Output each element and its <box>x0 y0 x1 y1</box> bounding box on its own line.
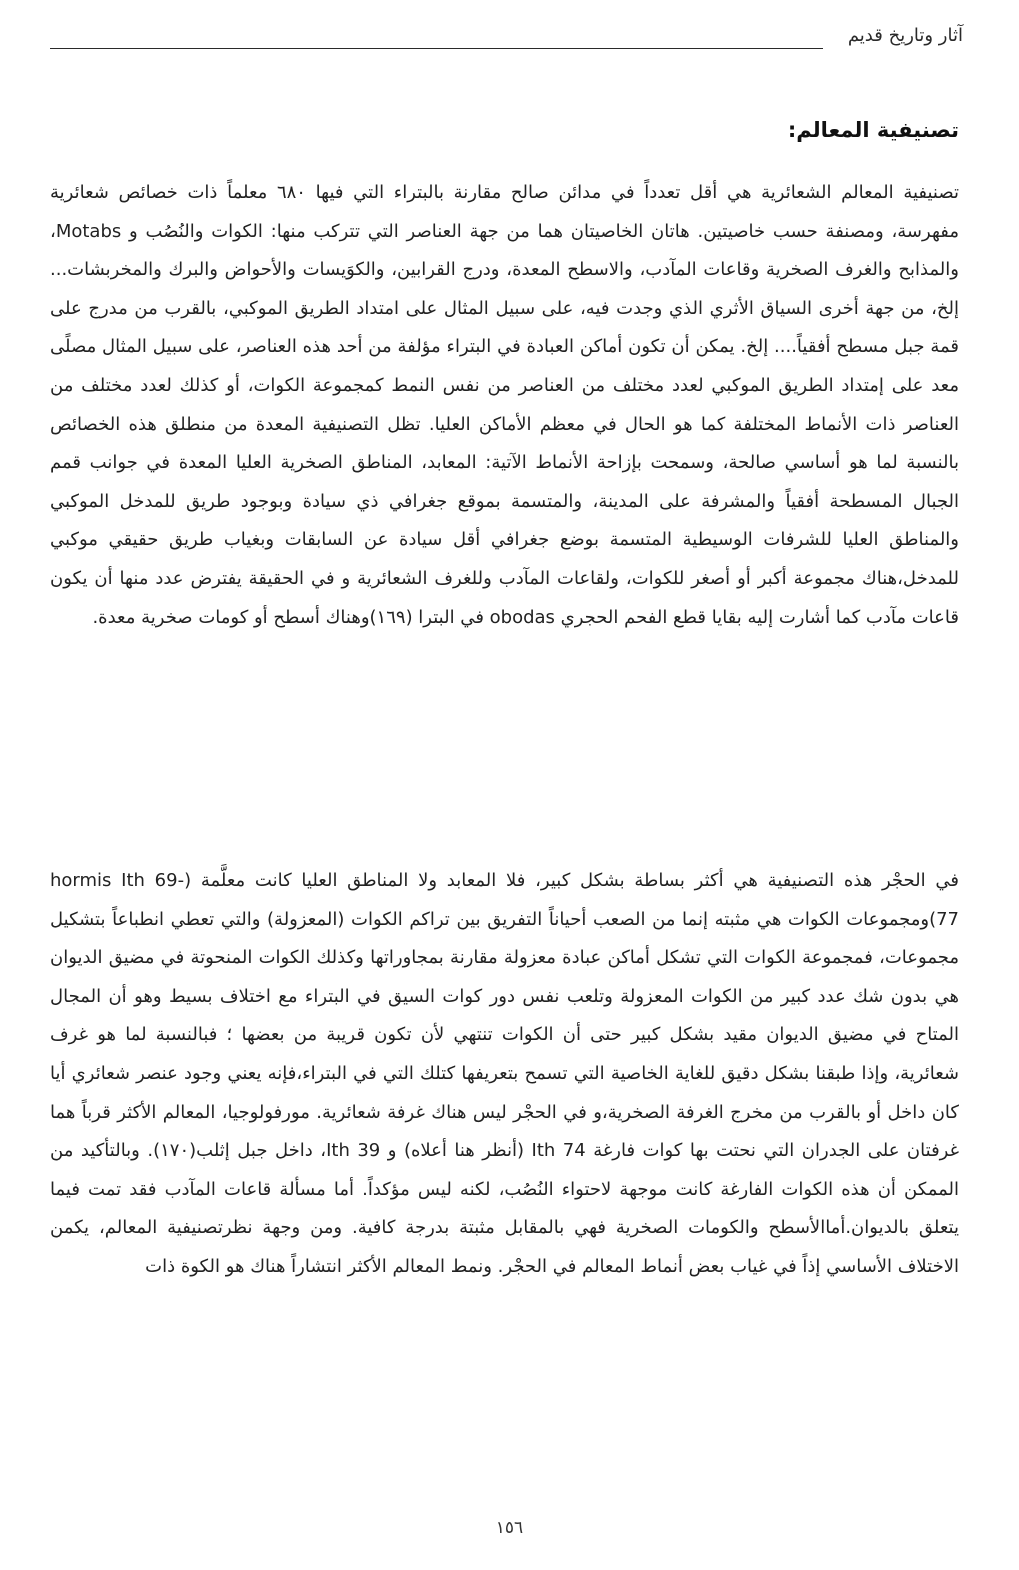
page-number: ١٥٦ <box>495 1518 524 1538</box>
running-header <box>50 22 963 56</box>
header-rule <box>50 48 823 49</box>
section-heading: تصنيفية المعالم: <box>787 118 959 142</box>
paragraph-1: تصنيفية المعالم الشعائرية هي أقل تعدداً في مدائن صالح مقارنة بالبتراء التي فيها ٦٨٠ معلماً ذات خصائص شعائرية مفهرسة، ومصنفة حسب خاصيتين. هاتان الخاصيتان هما من جهة العناصر التي تتركب منها: الكوات والنُصُب و Motabs، والمذابح والغرف الصخرية وقاعات المآدب، والاسطح المعدة، ودرج القرابين، والكوَيسات والأحواض والبرك والمخربشات... إلخ، من جهة أخرى السياق الأثري الذي وجدت فيه، على سبيل المثال على امتداد الطريق الموكبي، بالقرب من مدرج على قمة جبل مسطح أفقياً.... إلخ. يمكن أن تكون أماكن العبادة في البتراء مؤلفة من أحد هذه العناصر، على سبيل المثال مصلًى معد على إمتداد الطريق الموكبي لعدد مختلف من العناصر من نفس النمط كمجموعة الكوات، أو كذلك لعدد مختلف من العناصر ذات الأنماط المختلفة كما هو الحال في معظم الأماكن العليا. تظل التصنيفية المعدة من منطلق هذه الخصائص بالنسبة لما هو أساسي صالحة، وسمحت بإزاحة الأنماط الآتية: المعابد، المناطق الصخرية العليا المعدة في جوانب قمم الجبال المسطحة أفقياً والمشرفة على المدينة، والمتسمة بموقع جغرافي ذي سيادة وبوجود طريق للمدخل الموكبي والمناطق العليا للشرفات الوسيطية المتسمة بوضع جغرافي أقل سيادة عن السابقات وبغياب طريق حقيقي موكبي للمدخل،هناك مجموعة أكبر أو أصغر للكوات، ولقاعات المآدب وللغرف الشعائرية و في الحقيقة يفترض عدد منها أن يكون قاعات مآدب كما أشارت إليه بقايا قطع الفحم الحجري obodas في البترا (١٦٩)وهناك أسطح أو كومات صخرية معدة. <box>50 182 959 628</box>
running-header-title: آثار وتاريخ قديم <box>847 25 963 46</box>
paragraph-2: في الحجْر هذه التصنيفية هي أكثر بساطة بشكل كبير، فلا المعابد ولا المناطق العليا كانت معلَّمة (hormis Ith 69-77)ومجموعات الكوات هي مثبته إنما من الصعب أحياناً التفريق بين تراكم الكوات (المعزولة) والتي تعطي انطباعاً بتشكيل مجموعات، فمجموعة الكوات التي تشكل أماكن عبادة معزولة مقارنة بمجاوراتها وكذلك الكوات المنحوتة في مضيق الديوان هي بدون شك عدد كبير من الكوات المعزولة وتلعب نفس دور كوات السيق في البتراء مع اختلاف بسيط وهو أن المجال المتاح في مضيق الديوان مقيد بشكل كبير حتى أن الكوات تنتهي لأن تكون قريبة من بعضها ؛ فبالنسبة لما هو غرف شعائرية، وإذا طبقنا بشكل دقيق للغاية الخاصية التي تسمح بتعريفها كتلك التي في البتراء،فإنه يعني وجود عنصر شعائري أيا كان داخل أو بالقرب من مخرج الغرفة الصخرية،و في الحجْر ليس هناك غرفة شعائرية. مورفولوجيا، المعالم الأكثر قرباً هما غرفتان على الجدران التي نحتت بها كوات فارغة Ith 74 (أنظر هنا أعلاه) و Ith 39، داخل جبل إثلب(١٧٠). وبالتأكيد من الممكن أن هذه الكوات الفارغة كانت موجهة لاحتواء النُصُب، لكنه ليس مؤكداً. أما مسألة قاعات المآدب فقد تمت فيما يتعلق بالديوان.أماالأسطح والكومات الصخرية فهي بالمقابل مثبتة بدرجة كافية. ومن وجهة نظرتصنيفية المعالم، يكمن الاختلاف الأساسي إذاً في غياب بعض أنماط المعالم في الحجْر. ونمط المعالم الأكثر انتشاراً هناك هو الكوة ذات <box>50 870 960 1277</box>
